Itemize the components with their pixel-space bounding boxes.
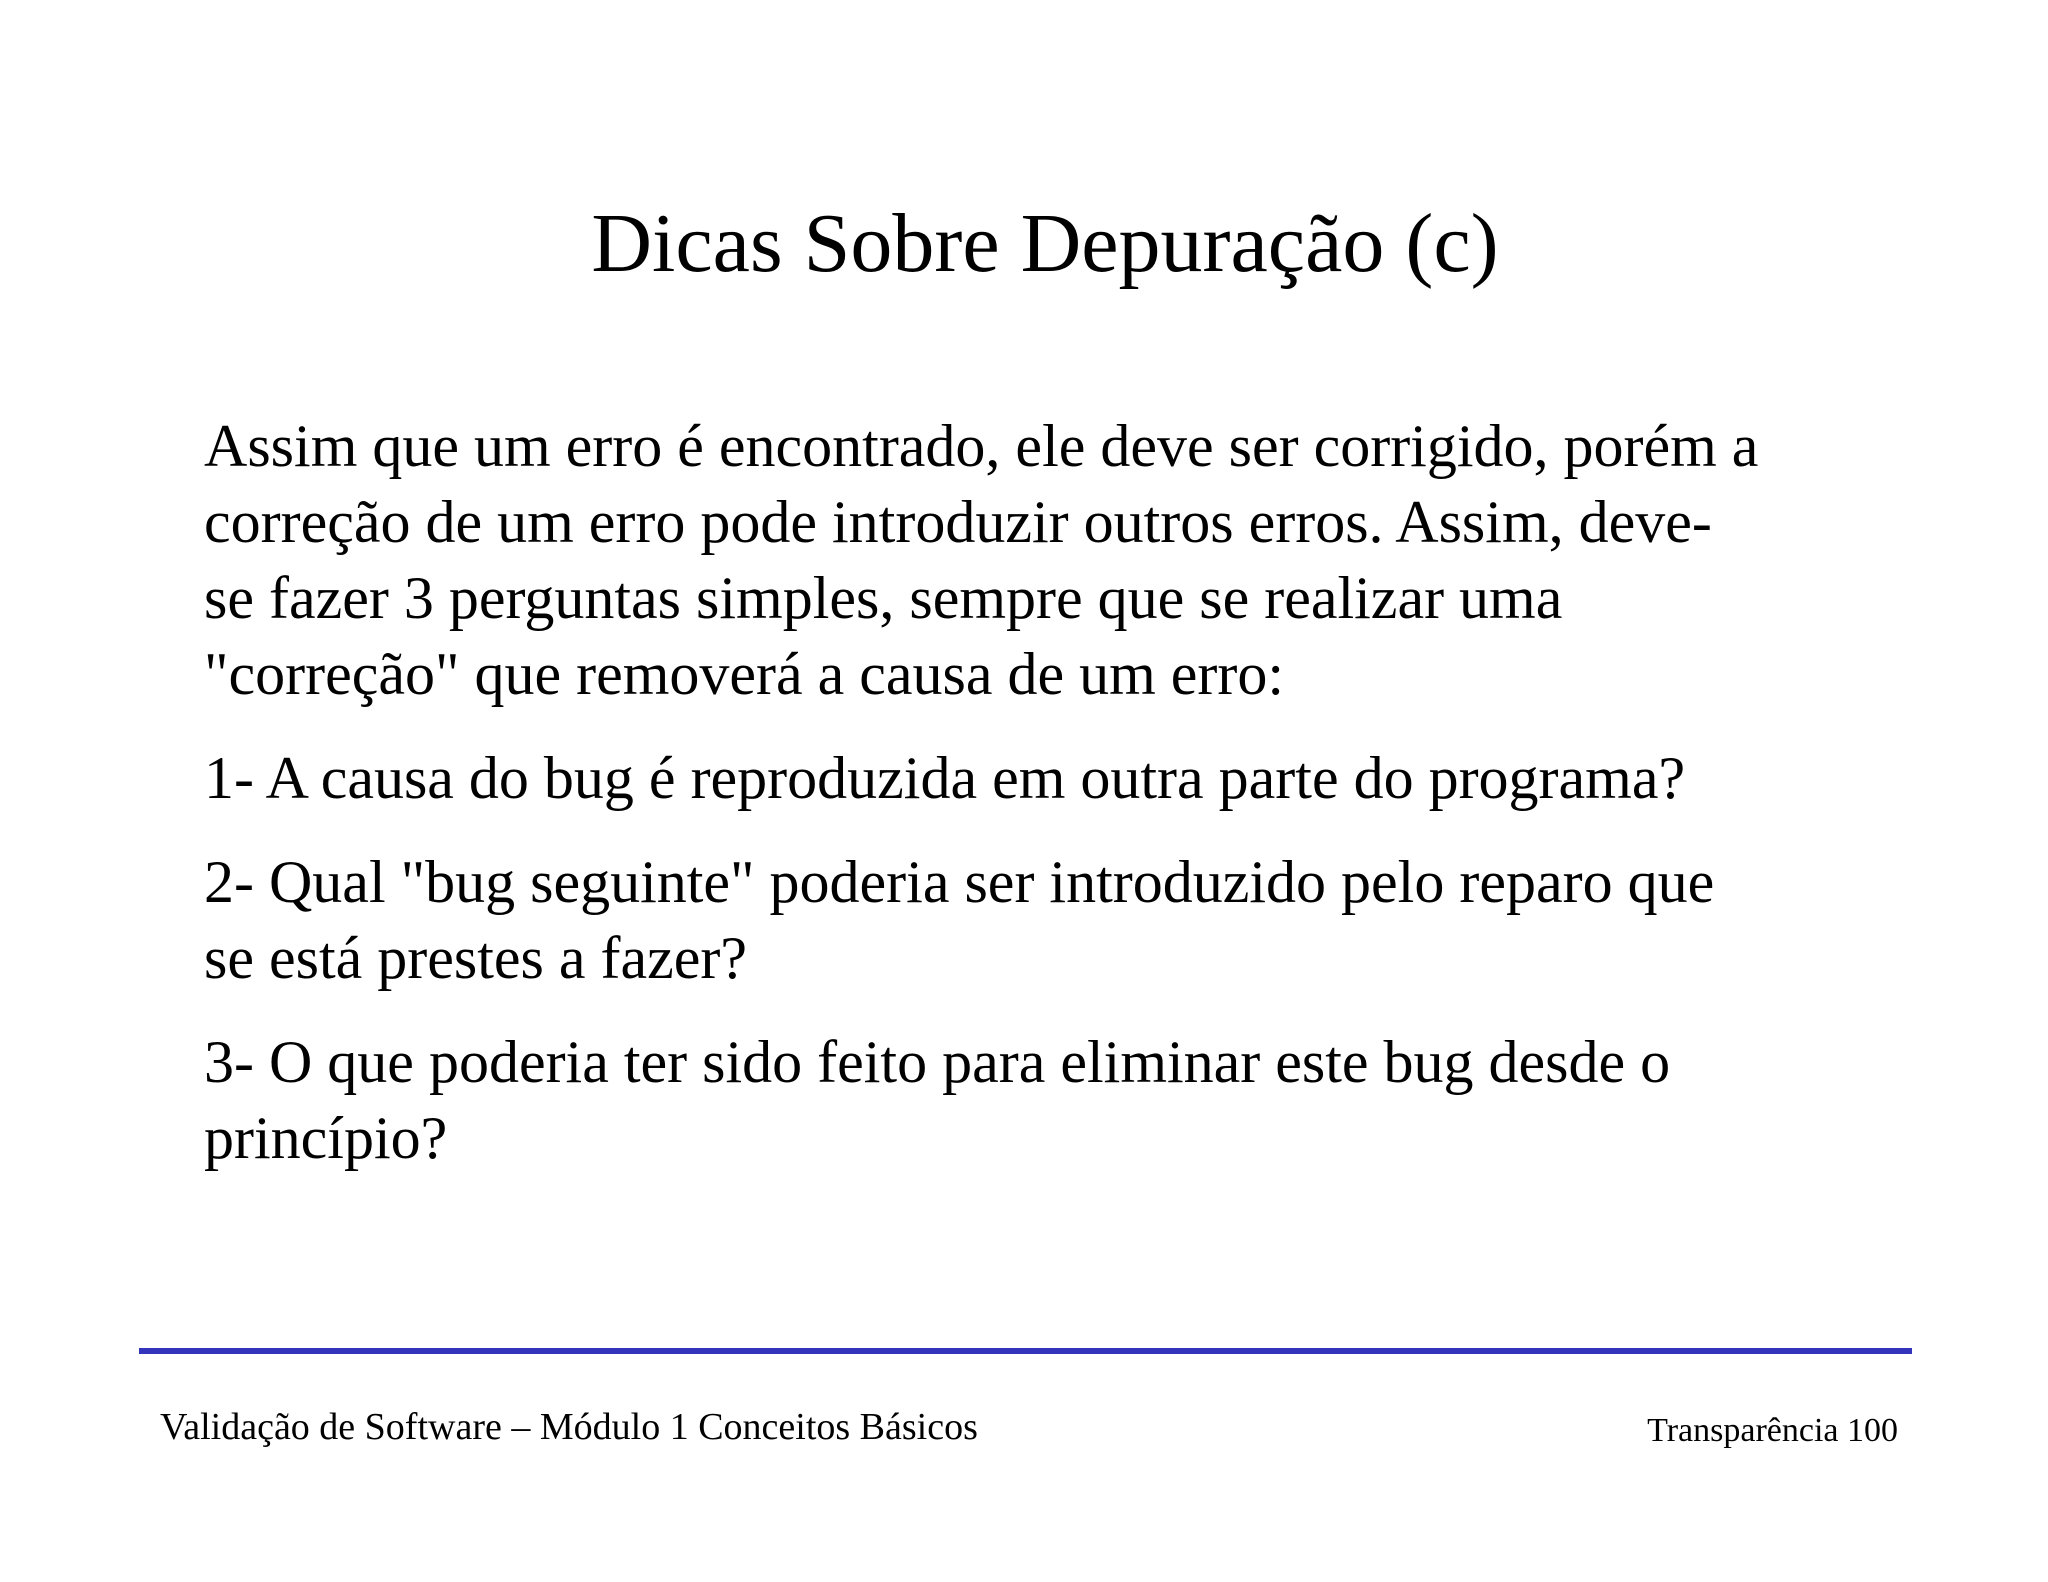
- intro-line: "correção" que removerá a causa de um erro:: [204, 641, 1285, 707]
- slide-body: [204, 408, 1864, 1204]
- question-1: [204, 740, 1864, 816]
- question-line: 3- O que poderia ter sido feito para eliminar este bug desde o: [204, 1029, 1671, 1095]
- intro-line: correção de um erro pode introduzir outros erros. Assim, deve-: [204, 489, 1712, 555]
- question-line: 2- Qual "bug seguinte" poderia ser introduzido pelo reparo que: [204, 849, 1715, 915]
- question-line: se está prestes a fazer?: [204, 925, 747, 991]
- slide-title: Dicas Sobre Depuração (c): [591, 197, 1499, 290]
- footer-course-title: Validação de Software – Módulo 1 Conceitos Básicos: [160, 1406, 978, 1448]
- footer-divider: [139, 1348, 1912, 1354]
- question-line: 1- A causa do bug é reproduzida em outra parte do programa?: [204, 745, 1686, 811]
- question-line: princípio?: [204, 1105, 448, 1171]
- question-3: [204, 1024, 1864, 1176]
- intro-paragraph: [204, 408, 1864, 712]
- footer-slide-number: Transparência 100: [1647, 1412, 1898, 1449]
- question-2: [204, 844, 1864, 996]
- intro-line: Assim que um erro é encontrado, ele deve ser corrigido, porém a: [204, 413, 1759, 479]
- intro-line: se fazer 3 perguntas simples, sempre que se realizar uma: [204, 565, 1563, 631]
